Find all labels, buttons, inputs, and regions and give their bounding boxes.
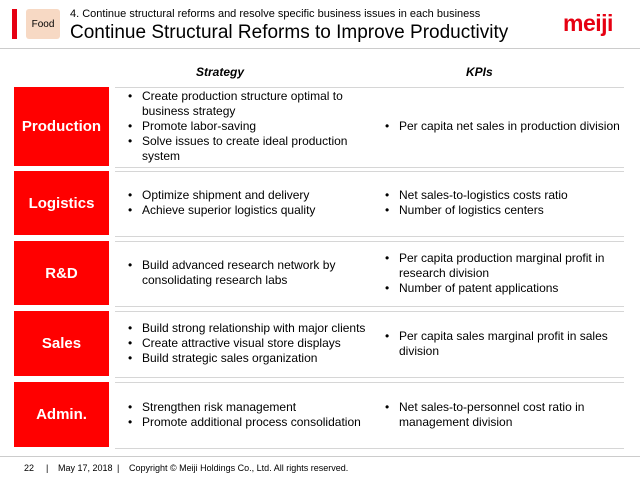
table-row-sales: [14, 311, 624, 376]
table-row-rnd: [14, 241, 624, 305]
list-item: • Number of patent applications: [385, 281, 635, 296]
kpis-column-header: KPIs: [466, 65, 493, 79]
strategy-column-header: Strategy: [196, 65, 245, 79]
footer-separator: |: [117, 463, 120, 473]
kpi-list: [385, 382, 635, 447]
table-row-admin: [14, 382, 624, 447]
strategy-list: [128, 311, 378, 376]
kpi-list: [385, 87, 635, 166]
list-item: • Create attractive visual store displays: [128, 336, 378, 351]
list-item: • Create production structure optimal to business strategy: [128, 89, 378, 119]
table-row-production: [14, 87, 624, 166]
list-item: • Net sales-to-personnel cost ratio in management division: [385, 400, 635, 430]
table-row-logistics: [14, 171, 624, 235]
header-accent-bar: [12, 9, 17, 39]
row-label: Admin.: [14, 382, 109, 447]
row-label: R&D: [14, 241, 109, 305]
strategy-list: [128, 171, 378, 235]
page-subtitle: 4. Continue structural reforms and resolve specific business issues in each business: [70, 8, 481, 20]
list-item: • Number of logistics centers: [385, 203, 635, 218]
row-label: Logistics: [14, 171, 109, 235]
meiji-logo: meiji: [563, 10, 613, 36]
page-number: 22: [24, 463, 35, 473]
header-divider: [0, 48, 640, 49]
list-item: • Build strategic sales organization: [128, 351, 378, 366]
kpi-list: [385, 171, 635, 235]
strategy-list: [128, 87, 378, 166]
strategy-list: [128, 382, 378, 447]
kpi-list: [385, 311, 635, 376]
footer-separator: |: [46, 463, 49, 473]
list-item: • Per capita production marginal profit in research division: [385, 251, 635, 281]
footer-divider: [0, 456, 640, 457]
list-item: • Solve issues to create ideal production system: [128, 134, 378, 164]
list-item: • Achieve superior logistics quality: [128, 203, 378, 218]
kpi-list: [385, 241, 635, 305]
strategy-list: [128, 241, 378, 305]
footer-copyright: Copyright © Meiji Holdings Co., Ltd. All rights reserved.: [129, 463, 349, 473]
page-title: Continue Structural Reforms to Improve Productivity: [70, 22, 509, 43]
list-item: • Build strong relationship with major clients: [128, 321, 378, 336]
list-item: • Per capita net sales in production division: [385, 119, 635, 134]
list-item: • Net sales-to-logistics costs ratio: [385, 188, 635, 203]
list-item: • Per capita sales marginal profit in sales division: [385, 329, 635, 359]
row-label: Production: [14, 87, 109, 166]
list-item: • Promote labor-saving: [128, 119, 378, 134]
footer-date: May 17, 2018: [58, 463, 113, 473]
list-item: • Build advanced research network by consolidating research labs: [128, 258, 378, 288]
list-item: • Promote additional process consolidation: [128, 415, 378, 430]
row-label: Sales: [14, 311, 109, 376]
list-item: • Strengthen risk management: [128, 400, 378, 415]
segment-badge: Food: [26, 9, 60, 39]
list-item: • Optimize shipment and delivery: [128, 188, 378, 203]
